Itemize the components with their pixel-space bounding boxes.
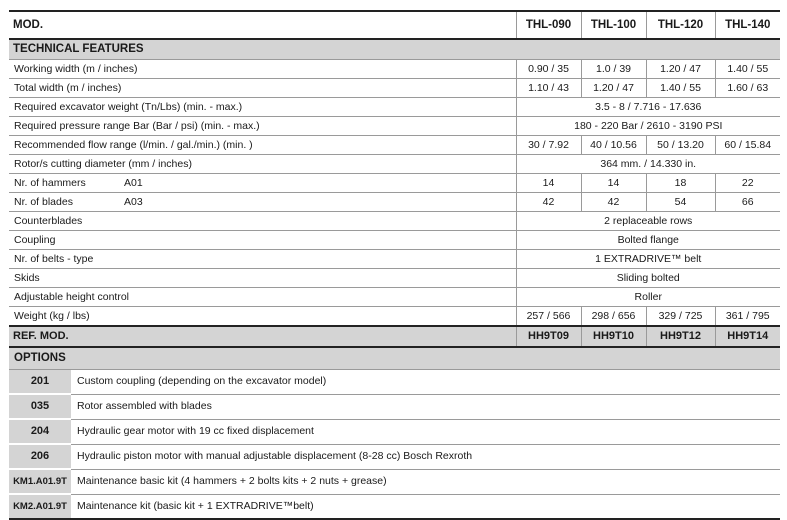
row-pressure-range (9, 117, 780, 136)
cell: 180 - 220 Bar / 2610 - 3190 PSI (516, 117, 780, 136)
row-coupling (9, 231, 780, 250)
row-label: Weight (kg / lbs) (9, 307, 516, 327)
cell: 1.0 / 39 (581, 60, 646, 79)
option-row (9, 394, 780, 419)
cell: 1.60 / 63 (715, 79, 780, 98)
row-hammers (9, 174, 780, 193)
cell: 22 (715, 174, 780, 193)
section-technical (9, 39, 780, 60)
cell: 66 (715, 193, 780, 212)
option-desc: Hydraulic piston motor with manual adjustable displacement (8-28 cc) Bosch Rexroth (71, 444, 780, 469)
options-title: OPTIONS (9, 348, 780, 370)
row-label: Rotor/s cutting diameter (mm / inches) (9, 155, 516, 174)
cell: 42 (581, 193, 646, 212)
option-row (9, 444, 780, 469)
row-skids (9, 269, 780, 288)
cell: 2 replaceable rows (516, 212, 780, 231)
option-desc: Hydraulic gear motor with 19 cc fixed displacement (71, 419, 780, 444)
model-thl-120: THL-120 (646, 11, 715, 39)
ref-row (9, 326, 780, 347)
ref-code: HH9T14 (715, 326, 780, 347)
ref-label: REF. MOD. (9, 326, 516, 347)
mod-label: MOD. (9, 11, 516, 39)
row-label: Counterblades (9, 212, 516, 231)
model-thl-140: THL-140 (715, 11, 780, 39)
cell: 364 mm. / 14.330 in. (516, 155, 780, 174)
row-total-width (9, 79, 780, 98)
cell: 0.90 / 35 (516, 60, 581, 79)
cell: 1 EXTRADRIVE™ belt (516, 250, 780, 269)
cell: Bolted flange (516, 231, 780, 250)
model-thl-100: THL-100 (581, 11, 646, 39)
cell: 1.20 / 47 (646, 60, 715, 79)
cell: 54 (646, 193, 715, 212)
cell: 329 / 725 (646, 307, 715, 327)
cell: 1.40 / 55 (715, 60, 780, 79)
ref-code: HH9T10 (581, 326, 646, 347)
cell: 1.10 / 43 (516, 79, 581, 98)
row-label: Coupling (9, 231, 516, 250)
option-row (9, 469, 780, 494)
cell: 18 (646, 174, 715, 193)
option-desc: Rotor assembled with blades (71, 394, 780, 419)
cell: 14 (581, 174, 646, 193)
row-label: Working width (m / inches) (9, 60, 516, 79)
row-label: Adjustable height control (9, 288, 516, 307)
row-code: A03 (120, 193, 516, 212)
section-title: TECHNICAL FEATURES (9, 39, 780, 60)
row-code: A01 (120, 174, 516, 193)
cell: 42 (516, 193, 581, 212)
row-label: Nr. of blades (9, 193, 120, 212)
row-label: Skids (9, 269, 516, 288)
cell: 14 (516, 174, 581, 193)
model-thl-090: THL-090 (516, 11, 581, 39)
row-blades (9, 193, 780, 212)
cell: 298 / 656 (581, 307, 646, 327)
row-label: Nr. of belts - type (9, 250, 516, 269)
option-desc: Maintenance kit (basic kit + 1 EXTRADRIVE™belt) (71, 494, 780, 519)
spec-sheet (9, 10, 780, 520)
option-row (9, 419, 780, 444)
cell: 40 / 10.56 (581, 136, 646, 155)
cell: 1.40 / 55 (646, 79, 715, 98)
row-weight (9, 307, 780, 327)
row-height-control (9, 288, 780, 307)
option-code: KM1.A01.9T (9, 469, 71, 494)
ref-code: HH9T12 (646, 326, 715, 347)
header-row (9, 11, 780, 39)
row-working-width (9, 60, 780, 79)
option-code: 206 (9, 444, 71, 469)
cell: Sliding bolted (516, 269, 780, 288)
option-desc: Custom coupling (depending on the excavator model) (71, 370, 780, 394)
option-code: 201 (9, 370, 71, 394)
row-belts (9, 250, 780, 269)
technical-table (9, 10, 780, 348)
row-label: Total width (m / inches) (9, 79, 516, 98)
cell: 257 / 566 (516, 307, 581, 327)
row-excavator-weight (9, 98, 780, 117)
row-flow-range (9, 136, 780, 155)
row-rotor-diameter (9, 155, 780, 174)
row-label: Nr. of hammers (9, 174, 120, 193)
option-desc: Maintenance basic kit (4 hammers + 2 bolts kits + 2 nuts + grease) (71, 469, 780, 494)
option-code: 204 (9, 419, 71, 444)
cell: 50 / 13.20 (646, 136, 715, 155)
option-code: 035 (9, 394, 71, 419)
options-table (9, 370, 780, 520)
option-row (9, 370, 780, 394)
option-code: KM2.A01.9T (9, 494, 71, 519)
cell: 3.5 - 8 / 7.716 - 17.636 (516, 98, 780, 117)
cell: 361 / 795 (715, 307, 780, 327)
row-label: Recommended flow range (l/min. / gal./min.) (min. ) (9, 136, 516, 155)
cell: 1.20 / 47 (581, 79, 646, 98)
cell: 30 / 7.92 (516, 136, 581, 155)
row-counterblades (9, 212, 780, 231)
row-label: Required excavator weight (Tn/Lbs) (min. - max.) (9, 98, 516, 117)
ref-code: HH9T09 (516, 326, 581, 347)
cell: Roller (516, 288, 780, 307)
cell: 60 / 15.84 (715, 136, 780, 155)
row-label: Required pressure range Bar (Bar / psi) (min. - max.) (9, 117, 516, 136)
